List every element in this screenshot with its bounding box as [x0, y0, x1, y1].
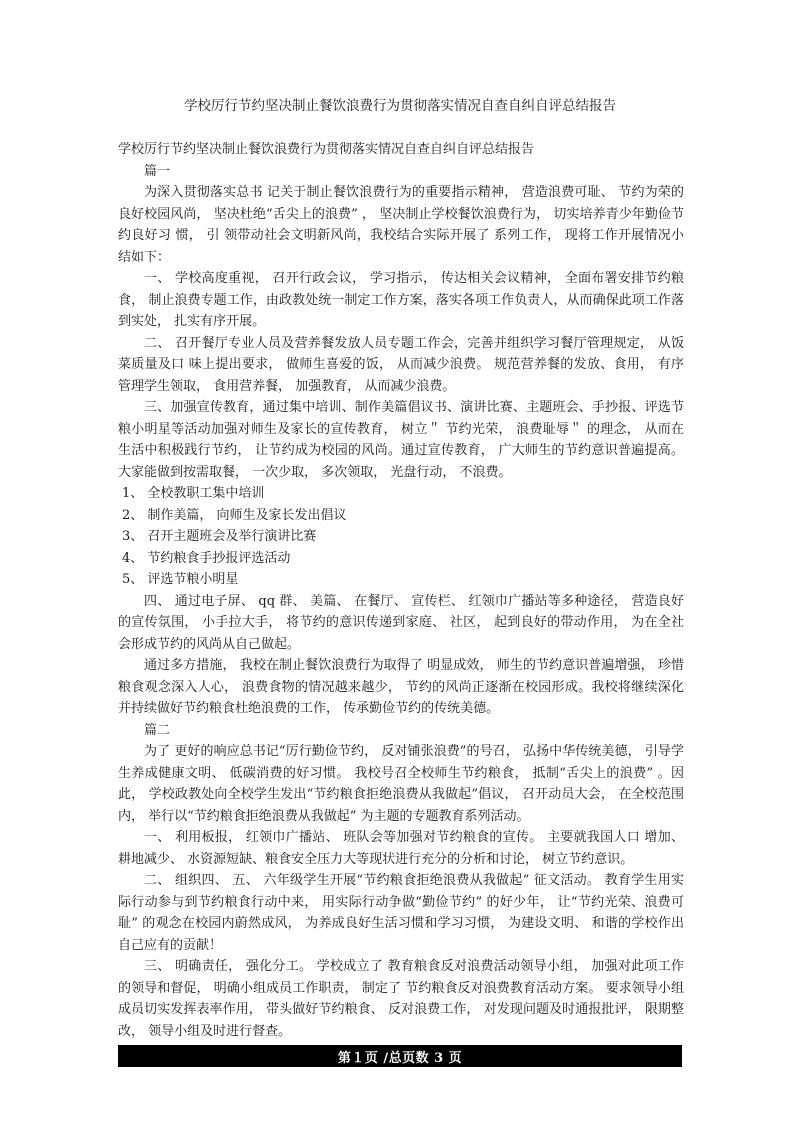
document-body	[118, 139, 684, 1042]
section-heading-part-2: 篇二	[144, 722, 171, 738]
page-footer-bar	[118, 1045, 682, 1067]
list-item: 2、 制作美篇， 向师生及家长发出倡议	[122, 507, 347, 523]
paragraph-part2-item-1: 一、 利用板报， 红领巾广播站、 班队会等加强对节约粮食的宣传。 主要就我国人口 增加、耕地减少、 水资源短缺、粮食安全压力大等现状进行充分的分析和讨论， 树立节约意识。	[118, 830, 684, 867]
section-heading-part-1: 篇一	[144, 163, 171, 179]
page-number-label: 第１页 /总页数 3 页	[337, 1050, 463, 1066]
paragraph-summary: 通过多方措施， 我校在制止餐饮浪费行为取得了 明显成效， 师生的节约意识普遍增强， 珍惜粮食观念深入人心， 浪费食物的情况越来越少， 节约的风尚正逐渐在校园形成。我校将继续深化并持续做好节约粮食杜绝浪费的工作， 传承勤俭节约的传统美德。	[118, 658, 684, 716]
list-item: 1、 全校教职工集中培训	[122, 486, 265, 501]
body-title-line: 学校厉行节约坚决制止餐饮浪费行为贯彻落实情况自查自纠自评总结报告	[118, 142, 535, 157]
list-item: 4、 节约粮食手抄报评选活动	[122, 550, 291, 566]
paragraph-item-1: 一、 学校高度重视， 召开行政会议， 学习指示， 传达相关会议精神， 全面布署安排节约粮食， 制止浪费专题工作，由政教处统一制定工作方案，落实各项工作负责人，从而确保此项工作落到实处， 扎实有序开展。	[118, 271, 684, 329]
paragraph-intro: 为深入贯彻落实总书 记关于制止餐饮浪费行为的重要指示精神， 营造浪费可耻、 节约为荣的良好校园风尚， 坚决杜绝“舌尖上的浪费” ， 坚决制止学校餐饮浪费行为， 切实培养青少年勤俭节约良好习 惯， 引 领带动社会文明新风尚，我校结合实际开展了 系列工作， 现将工作开展情况小结如下：	[118, 185, 684, 265]
paragraph-item-3: 三、加强宣传教育，通过集中培训、制作美篇倡议书、演讲比赛、主题班会、手抄报、评选节粮小明星等活动加强对师生及家长的宣传教育， 树立＂ 节约光荣， 浪费耻辱＂ 的理念， 从而在生活中积极践行节约， 让节约成为校园的风尚。通过宣传教育， 广大师生的节约意识普遍提高。 大家能做到按需取餐， 一次少取， 多次领取， 光盘行动， 不浪费。	[118, 400, 684, 480]
paragraph-part2-item-2: 二、 组织四、 五、 六年级学生开展“节约粮食拒绝浪费从我做起” 征文活动。 教育学生用实际行动参与到节约粮食行动中来， 用实际行动争做“勤俭节约” 的好少年， 让“节约光荣、浪费可耻” 的观念在校园内蔚然成风， 为养成良好生活习惯和学习习惯， 为建设文明、 和谐的学校作出自己应有的贡献！	[118, 873, 684, 953]
paragraph-item-2: 二、 召开餐厅专业人员及营养餐发放人员专题工作会，完善并组织学习餐厅管理规定， 从饭菜质量及口 味上提出要求， 做师生喜爱的饭， 从而减少浪费。 规范营养餐的发放、食用， 有序管理学生领取， 食用营养餐， 加强教育， 从而减少浪费。	[118, 335, 684, 394]
paragraph-part2-intro: 为了 更好的响应总书记“厉行勤俭节约， 反对铺张浪费”的号召， 弘扬中华传统美德， 引导学生养成健康文明、 低碳消费的好习惯。 我校号召全校师生节约粮食， 抵制“舌尖上的浪费” 。因此， 学校政教处向全校学生发出“节约粮食拒绝浪费从我做起”倡议， 召开动员大会， 在全校范围内， 举行以“节约粮食拒绝浪费从我做起” 为主题的专题教育系列活动。	[118, 744, 684, 824]
paragraph-item-4: 四、 通过电子屏、 qq 群、 美篇、 在餐厅、 宣传栏、 红领巾广播站等多种途径， 营造良好的宣传氛围， 小手拉大手， 将节约的意识传递到家庭、 社区， 起到良好的带动作用， 为在全社会形成节约的风尚从自己做起。	[118, 593, 684, 652]
document-title: 学校厉行节约坚决制止餐饮浪费行为贯彻落实情况自查自纠自评总结报告	[184, 98, 616, 114]
paragraph-part2-item-3: 三、 明确责任， 强化分工。 学校成立了 教育粮食反对浪费活动领导小组， 加强对此项工作的领导和督促， 明确小组成员工作职责， 制定了 节约粮食反对浪费教育活动方案。 要求领导小组成员切实发挥表率作用， 带头做好节约粮食、 反对浪费工作， 对发现问题及时通报批评， 限期整改， 领导小组及时进行督查。	[118, 959, 684, 1039]
list-item: 5、 评选节粮小明星	[122, 572, 239, 587]
list-item: 3、 召开主题班会及举行演讲比赛	[122, 529, 317, 544]
